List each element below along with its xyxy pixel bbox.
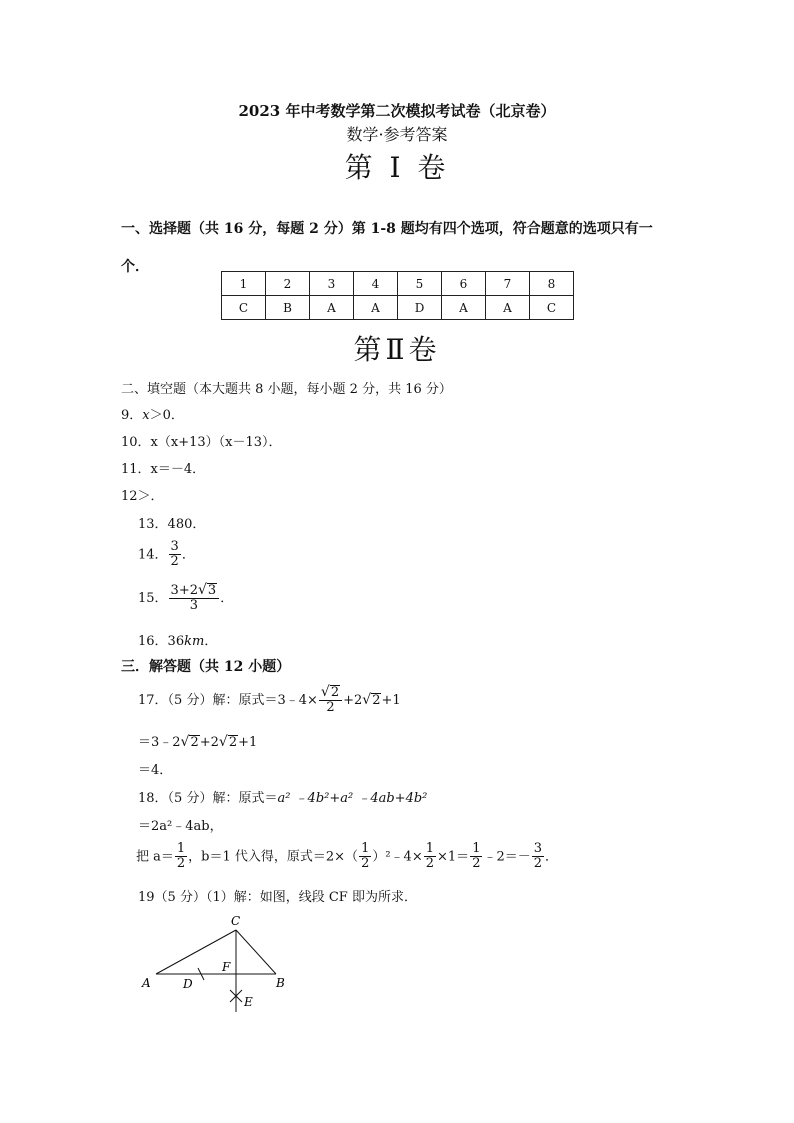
- sqrt-symbol: √: [320, 684, 330, 700]
- volume-1-heading: 第 Ⅰ 卷: [344, 151, 450, 184]
- triangle-figure: [130, 910, 310, 1020]
- answer-9: 9．x＞0．: [121, 408, 184, 423]
- answer-table: [221, 271, 574, 320]
- exam-title: 2023 年中考数学第二次模拟考试卷（北京卷）: [238, 102, 556, 120]
- question-number: 2: [266, 272, 310, 296]
- question-number: 8: [530, 272, 574, 296]
- question-number: 3: [310, 272, 354, 296]
- answer-cell: C: [222, 296, 266, 320]
- fraction: $\frac{√2}{2}$: [319, 685, 342, 716]
- label-c: C: [231, 914, 241, 928]
- answer-10: 10．x（x+13）（x－13）．: [121, 435, 282, 450]
- answer-cell: A: [310, 296, 354, 320]
- answer-cell: D: [398, 296, 442, 320]
- question-number: 7: [486, 272, 530, 296]
- answer-cell: A: [354, 296, 398, 320]
- answer-table-answer-row: [222, 296, 574, 320]
- q17-line-2: ＝3﹣2√2+2√2+1: [138, 734, 258, 750]
- section-2-heading: 二、填空题（本大题共 8 小题，每小题 2 分，共 16 分）: [121, 382, 452, 397]
- sqrt-symbol: √: [362, 691, 372, 708]
- answer-15: 15． $\frac{3+2√3}{3}$ ．: [138, 582, 234, 614]
- label-f: F: [222, 960, 231, 974]
- question-number: 6: [442, 272, 486, 296]
- sqrt-symbol: √: [180, 734, 190, 750]
- fraction: $\frac{3+2√3}{3}$: [169, 583, 220, 614]
- fraction: $\frac{3}{2}$: [170, 539, 179, 570]
- answer-16: 16．36km．: [138, 634, 218, 649]
- answer-table-number-row: [222, 272, 574, 296]
- answer-cell: B: [266, 296, 310, 320]
- answer-cell: A: [486, 296, 530, 320]
- fraction: $\frac{3}{2}$: [533, 841, 543, 872]
- label-a: A: [142, 976, 151, 990]
- label-b: B: [276, 976, 285, 990]
- answer-14: 14． $\frac{3}{2}$ ．: [138, 539, 195, 570]
- section-1-heading-cont: 个．: [121, 259, 149, 275]
- sqrt-symbol: √: [218, 734, 228, 750]
- side-cb: [236, 930, 276, 974]
- section-3-heading: 三．解答题（共 12 小题）: [121, 659, 291, 675]
- fraction: $\frac{1}{2}$: [425, 841, 435, 872]
- section-1-heading: 一、选择题（共 16 分，每题 2 分）第 1-8 题均有四个选项，符合题意的选项只有一: [121, 221, 653, 237]
- fraction: $\frac{1}{2}$: [176, 841, 186, 872]
- question-number: 1: [222, 272, 266, 296]
- q18-line-2: ＝2a²﹣4ab，: [138, 819, 223, 834]
- answer-cell: C: [530, 296, 574, 320]
- q19-text: 19（5 分）（1）解：如图，线段 CF 即为所求．: [138, 890, 417, 905]
- label-e: E: [244, 995, 253, 1009]
- answer-12: 12＞．: [121, 489, 164, 504]
- q18-line-3: 把 a＝ $\frac{1}{2}$ ，b＝1 代入得，原式＝2×（ $\frac{1}{2}$ ）²﹣4× $\frac{1}{2}$ ×1＝ $\frac{1}{2}$ ﹣2＝－ $\frac{3}{2}$ ．: [136, 841, 559, 872]
- fraction: $\frac{1}{2}$: [472, 841, 481, 872]
- volume-2-heading: 第Ⅱ卷: [353, 333, 441, 366]
- answer-11: 11．x＝－4．: [121, 462, 206, 477]
- answer-13: 13．480．: [138, 517, 206, 532]
- q18-line-1: 18．（5 分）解：原式＝a² ﹣4b²+a² ﹣4ab+4b²: [138, 791, 428, 806]
- answer-cell: A: [442, 296, 486, 320]
- fraction: $\frac{1}{2}$: [361, 841, 370, 872]
- sqrt-symbol: √: [197, 582, 207, 598]
- q17-line-1: 17．（5 分）解：原式＝3﹣4× $\frac{√2}{2}$ +2√2+1: [138, 684, 401, 716]
- question-number: 5: [398, 272, 442, 296]
- q17-line-3: ＝4．: [138, 763, 173, 778]
- exam-subtitle: 数学·参考答案: [346, 125, 448, 144]
- question-number: 4: [354, 272, 398, 296]
- label-d: D: [183, 977, 193, 991]
